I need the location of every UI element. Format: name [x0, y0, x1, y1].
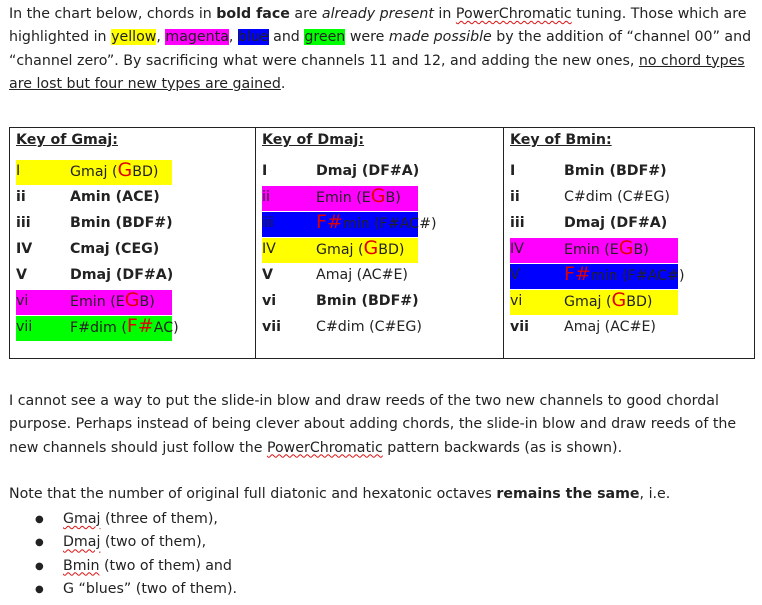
roman-numeral: I [16, 163, 21, 179]
chord-cell [70, 189, 160, 205]
root-note-emphasis: G [124, 289, 140, 311]
table-row [256, 315, 503, 341]
roman-numeral: vi [510, 293, 523, 309]
root-note-emphasis: F# [316, 211, 343, 233]
root-note-emphasis: G [611, 289, 627, 311]
powerchromatic-term: PowerChromatic [266, 439, 383, 456]
chord-text: Amin (ACE) [70, 189, 160, 205]
roman-numeral: IV [262, 241, 276, 257]
chord-text-rest: B) [385, 190, 401, 206]
list-item [35, 578, 237, 601]
roman-numeral: V [510, 267, 520, 283]
roman-numeral: vii [262, 319, 281, 335]
chord-text: C#dim (C#EG) [316, 319, 422, 335]
intro-text: are [289, 6, 322, 22]
root-note-emphasis: G [370, 185, 386, 207]
roman-numeral: I [262, 163, 268, 179]
table-row [256, 237, 503, 263]
chord-text: Cmaj (CEG) [70, 241, 160, 257]
remains-same-term: remains the same [496, 486, 640, 502]
chord-text-rest: BD) [132, 164, 159, 180]
table-row [504, 315, 754, 341]
key-header: Key of Gmaj: [16, 132, 118, 148]
table-row [10, 315, 255, 341]
roman-numeral: vi [262, 293, 277, 309]
list-item-text: (two of them), [100, 534, 207, 551]
chord-cell [564, 263, 685, 285]
roman-numeral: IV [16, 241, 33, 257]
roman-numeral: vi [16, 293, 29, 309]
chord-cell [316, 185, 401, 207]
paragraph-text: pattern backwards (as is shown). [382, 439, 623, 456]
chord-cell [70, 267, 173, 283]
key-chord-table [9, 127, 755, 359]
chord-cell [316, 211, 437, 233]
intro-text: in [433, 6, 456, 22]
chord-cell [70, 289, 155, 311]
chord-cell [564, 215, 667, 231]
chord-text-rest: B) [633, 242, 649, 258]
yellow-highlight-term: yellow [111, 29, 157, 46]
octave-list [35, 508, 237, 601]
table-row [256, 185, 503, 211]
roman-numeral: ii [262, 189, 270, 205]
chord-cell [564, 189, 670, 205]
chord-text: Bmin (BDF#) [564, 163, 667, 179]
chord-text-rest: BD) [378, 242, 405, 258]
chord-cell [70, 241, 159, 257]
list-item [35, 531, 237, 554]
table-row [10, 289, 255, 315]
list-item [35, 555, 237, 578]
chord-text: Dmaj (DF#A) [316, 163, 420, 179]
table-row [504, 185, 754, 211]
root-note-emphasis: G [618, 237, 634, 259]
chord-name: G [63, 580, 74, 597]
intro-text: , [156, 29, 166, 46]
chord-text: C#dim (C#EG) [564, 189, 670, 205]
chord-cell [564, 319, 656, 335]
made-possible-term: made possible [388, 29, 492, 46]
chord-name: Gmaj [63, 511, 101, 527]
bold-face-term: bold face [216, 6, 290, 22]
blue-highlight-term: blue [237, 29, 269, 46]
third-paragraph [9, 483, 757, 506]
chord-cell [564, 163, 667, 179]
table-row [10, 237, 255, 263]
chord-text: Bmin (BDF#) [70, 215, 173, 231]
roman-numeral: V [262, 267, 273, 283]
intro-text: and [268, 29, 305, 46]
chord-cell [316, 267, 408, 283]
chord-cell [316, 293, 419, 309]
second-paragraph [9, 390, 757, 460]
table-row [504, 237, 754, 263]
table-row [256, 159, 503, 185]
intro-text: . [280, 75, 286, 92]
table-row [256, 263, 503, 289]
chord-cell [316, 163, 419, 179]
roman-numeral: I [510, 163, 516, 179]
chord-text: Emin (E [564, 242, 619, 258]
chord-text: Amaj (AC#E) [316, 267, 408, 283]
chord-cell [316, 237, 405, 259]
list-item-text: “blues” (two of them). [74, 580, 238, 597]
intro-paragraph [9, 3, 757, 96]
chord-text: Emin (E [70, 294, 125, 310]
key-column-bmin [504, 128, 754, 358]
chord-text: Amaj (AC#E) [564, 319, 656, 335]
key-column-dmaj [256, 128, 504, 358]
roman-numeral: vii [510, 319, 529, 335]
intro-text: , [228, 29, 238, 46]
roman-numeral: ii [16, 189, 26, 205]
chord-text: Dmaj (DF#A) [70, 267, 174, 283]
chord-text: F#dim ( [70, 320, 127, 336]
chord-name: Bmin [63, 557, 100, 574]
paragraph-text: , i.e. [639, 486, 671, 502]
chord-text-rest: min (F#AC#) [342, 216, 437, 232]
underlined-statement: no chord types are lost but four new types are gained [9, 52, 745, 92]
chord-text: Gmaj ( [316, 242, 364, 258]
table-row [256, 211, 503, 237]
roman-numeral: iii [16, 215, 31, 231]
chord-text-rest: BD) [626, 294, 653, 310]
key-column-gmaj [10, 128, 256, 358]
table-row [504, 159, 754, 185]
intro-text: were [345, 29, 389, 46]
chord-text-rest: min (F#AC#) [590, 268, 685, 284]
roman-numeral: ii [510, 189, 520, 205]
key-header: Key of Dmaj: [262, 132, 365, 148]
chord-text: Emin (E [316, 190, 371, 206]
table-row [504, 211, 754, 237]
powerchromatic-term: PowerChromatic [455, 6, 572, 22]
list-item-text: (two of them) and [99, 557, 232, 574]
table-row [10, 211, 255, 237]
roman-numeral: vii [16, 319, 33, 335]
list-item [35, 508, 237, 531]
chord-cell [564, 237, 649, 259]
paragraph-text: Note that the number of original full diatonic and hexatonic octaves [9, 486, 497, 502]
table-row [10, 185, 255, 211]
chord-name: Dmaj [63, 534, 101, 551]
list-item-text: (three of them), [100, 511, 218, 527]
magenta-highlight-term: magenta [165, 29, 229, 46]
chord-cell [70, 315, 179, 337]
table-row [10, 159, 255, 185]
chord-text: Gmaj ( [70, 164, 118, 180]
table-row [256, 289, 503, 315]
chord-text: Gmaj ( [564, 294, 612, 310]
chord-text: Bmin (BDF#) [316, 293, 419, 309]
intro-text: tuning. Those which are highlighted in [9, 6, 747, 46]
table-row [504, 289, 754, 315]
chord-text: Dmaj (DF#A) [564, 215, 668, 231]
roman-numeral: iii [510, 215, 525, 231]
roman-numeral: IV [510, 241, 524, 257]
already-present-term: already present [321, 6, 434, 22]
paragraph-text: I cannot see a way to put the slide-in blow and draw reeds of the two new channels to good chordal purpose. Perhaps instead of being clever about adding chords, the slide-in blow and draw reeds of the new channels should just follow the [9, 393, 737, 456]
table-row [10, 263, 255, 289]
roman-numeral: iii [262, 215, 274, 231]
root-note-emphasis: F# [564, 263, 591, 285]
chord-cell [70, 159, 159, 181]
chord-cell [316, 319, 422, 335]
intro-text: by the addition of “channel 00” and “channel zero”. By sacrificing what were channels 11 and 12, and adding the new ones, [9, 29, 752, 69]
key-header: Key of Bmin: [510, 132, 612, 148]
intro-text: In the chart below, chords in [9, 6, 217, 22]
roman-numeral: V [16, 267, 27, 283]
table-row [504, 263, 754, 289]
chord-cell [564, 289, 653, 311]
chord-text-rest: AC) [153, 320, 179, 336]
root-note-emphasis: F# [126, 315, 154, 337]
chord-text-rest: B) [139, 294, 155, 310]
root-note-emphasis: G [363, 237, 379, 259]
root-note-emphasis: G [117, 159, 133, 181]
green-highlight-term: green [304, 29, 346, 46]
chord-cell [70, 215, 173, 231]
